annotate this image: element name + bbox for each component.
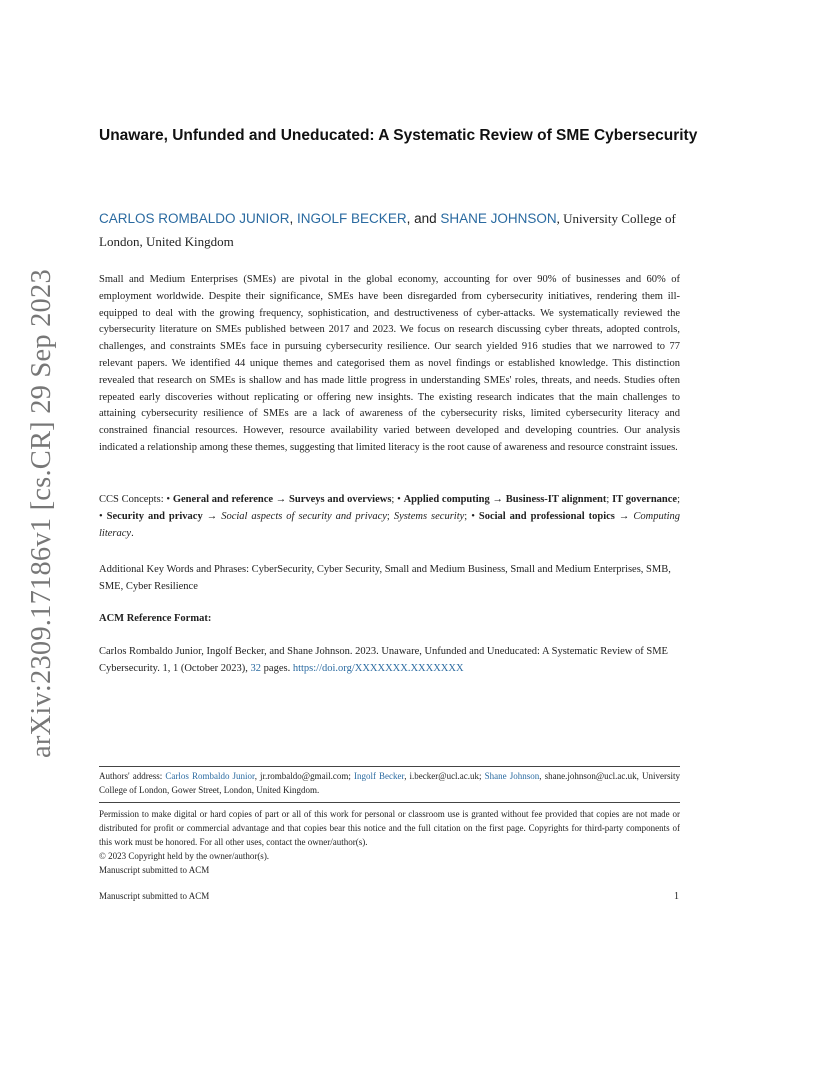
period: . (131, 528, 134, 539)
copyright-line: © 2023 Copyright held by the owner/author(s). (99, 851, 270, 861)
author-separator: , and (406, 211, 441, 226)
author-separator: , (289, 211, 298, 226)
author-link[interactable]: Carlos Rombaldo Junior (165, 771, 255, 781)
author-link[interactable]: INGOLF BECKER (297, 211, 407, 226)
author-email: , i.becker@ucl.ac.uk; (404, 771, 485, 781)
author-link[interactable]: Ingolf Becker (353, 771, 405, 781)
ccs-concept: Social and professional topics (478, 511, 615, 522)
author-email: , jr.rombaldo@gmail.com; (254, 771, 354, 781)
permission-notice (99, 807, 680, 877)
ccs-concept: General and reference → Surveys and overviews (172, 494, 392, 505)
separator: ; (391, 494, 398, 505)
abstract: Small and Medium Enterprises (SMEs) are pivotal in the global economy, accounting for over 90% of businesses and 60% of employment worldwide. Despite their significance, SMEs have been disregarded from cybersecurity initiatives, rendering them ill-equipped to deal with the growing frequency, sophistication, and destructiveness of cyber-attacks. We systematically reviewed the cybersecurity literature on SMEs published between 2017 and 2023. We focus on research discussing cyber threats, adopted controls, challenges, and constraints SMEs face in pursuing cybersecurity resilience. Our search yielded 916 studies that we narrowed to 77 relevant papers. We identified 44 unique themes and categorised them as novel findings or established knowledge. This distinction revealed that research on SMEs is shallow and has made little progress in understanding SMEs' roles, threats, and needs. Studies often repeated early discoveries without replicating or offering new insights. The existing research indicates that the main challenges to attaining cybersecurity resilience of SMEs are a lack of awareness of the cybersecurity risks, limited cybersecurity literacy and constrained financial resources. However, resource availability varied between developed and developing countries. Our analysis indicated a relationship among these themes, suggesting that limited literacy is the root cause of awareness and resource constraint issues. (99, 274, 680, 453)
separator: ; (386, 511, 394, 522)
reference-text: pages. (261, 663, 293, 674)
author-link[interactable]: Shane Johnson (484, 771, 540, 781)
keywords: Additional Key Words and Phrases: CyberSecurity, Cyber Security, Small and Medium Business, Small and Medium Enterprises, SMB, SME, Cyber Resilience (99, 564, 671, 592)
separator: ; (464, 511, 472, 522)
acm-reference-heading: ACM Reference Format: (99, 613, 212, 624)
bullet: • (397, 494, 404, 505)
author-list (99, 207, 689, 253)
paper-title: Unaware, Unfunded and Uneducated: A Systematic Review of SME Cybersecurity (99, 127, 698, 144)
arrow: → (614, 511, 634, 522)
separator: ; (677, 494, 680, 505)
pages-link[interactable]: 32 (250, 663, 262, 674)
footnote-divider (99, 766, 680, 767)
address-prefix: Authors' address: (99, 771, 166, 781)
ccs-concept: Security and privacy → (106, 511, 222, 522)
doi-link[interactable]: https://doi.org/XXXXXXX.XXXXXXX (292, 663, 464, 674)
footer-manuscript: Manuscript submitted to ACM (99, 891, 210, 901)
bullet: • (471, 511, 479, 522)
ccs-concept: IT governance (612, 494, 678, 505)
permission-text: Permission to make digital or hard copies of part or all of this work for personal or classroom use is granted without fee provided that copies are not made or distributed for profit or commercial advantage and that copies bear this notice and the full citation on the first page. Copyrights for third-party components of this work must be honored. For all other uses, contact the owner/author(s). (99, 809, 680, 847)
affiliation: , University College of London, United Kingdom (99, 211, 676, 249)
author-link[interactable]: CARLOS ROMBALDO JUNIOR (99, 211, 290, 226)
bullet: • (166, 494, 173, 505)
acm-reference (99, 643, 680, 677)
authors-address (99, 769, 680, 797)
ccs-concept: Computing literacy (99, 511, 681, 539)
ccs-concept: Systems security (393, 511, 465, 522)
arxiv-stamp: arXiv:2309.17186v1 [cs.CR] 29 Sep 2023 (26, 269, 57, 758)
separator: ; (606, 494, 613, 505)
ccs-concept: Applied computing → Business-IT alignment (403, 494, 607, 505)
manuscript-note: Manuscript submitted to ACM (99, 865, 210, 875)
permission-divider (99, 802, 680, 803)
ccs-concepts (99, 491, 680, 542)
page-number: 1 (674, 891, 679, 902)
bullet: • (99, 511, 107, 522)
author-email: , shane.johnson@ucl.ac.uk, University College of London, Gower Street, London, United Kingdom. (99, 771, 681, 795)
reference-text: Carlos Rombaldo Junior, Ingolf Becker, and Shane Johnson. 2023. Unaware, Unfunded and Uneducated: A Systematic Review of SME Cybersecurity. 1, 1 (October 2023), (99, 646, 668, 674)
author-link[interactable]: SHANE JOHNSON (440, 211, 557, 226)
ccs-concept: Social aspects of security and privacy (221, 511, 387, 522)
ccs-label: CCS Concepts: (99, 494, 167, 505)
